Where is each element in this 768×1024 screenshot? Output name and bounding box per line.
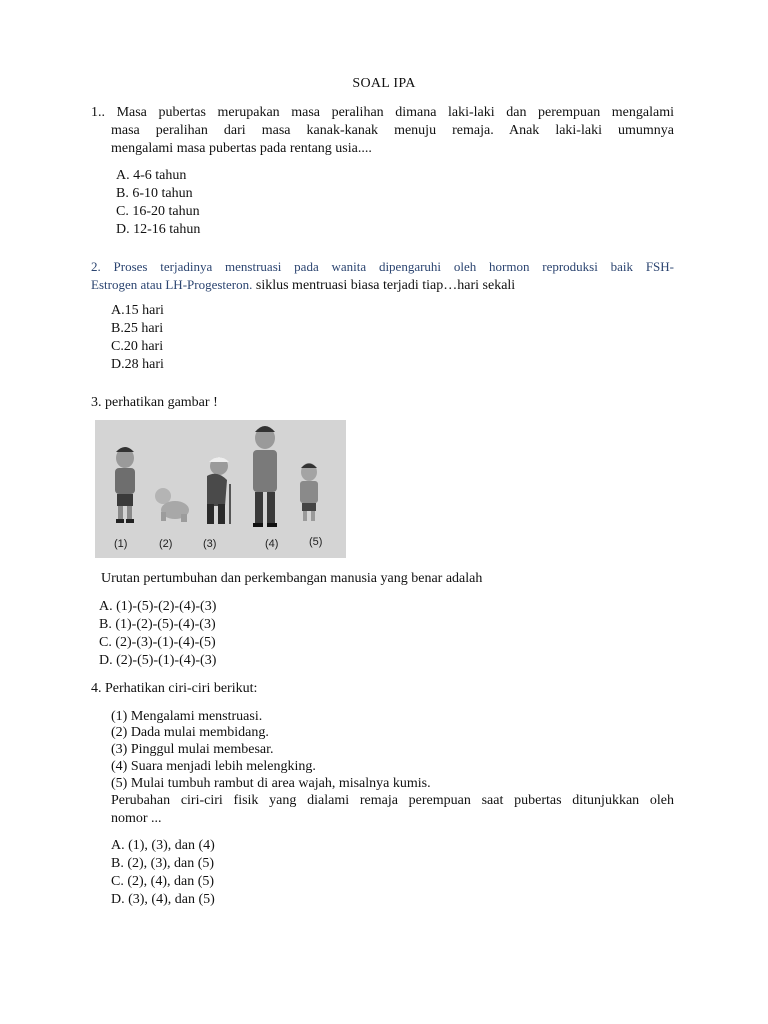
q4-option-c: C. (2), (4), dan (5): [111, 874, 215, 889]
q2-text-black: siklus mentruasi biasa terjadi tiap…hari sekali: [252, 278, 516, 293]
q4-option-a: A. (1), (3), dan (4): [111, 838, 215, 853]
q4-item-4: (4) Suara menjadi lebih melengking.: [111, 759, 316, 774]
figure-label-4: (4): [265, 538, 279, 550]
q2-option-b: B.25 hari: [111, 321, 164, 336]
q1-option-d: D. 12-16 tahun: [116, 222, 201, 237]
q4-option-b: B. (2), (3), dan (5): [111, 856, 215, 871]
q1-option-b: B. 6-10 tahun: [116, 186, 193, 201]
page-title: SOAL IPA: [352, 76, 416, 91]
q2-option-d: D.28 hari: [111, 357, 164, 372]
q2-option-c: C.20 hari: [111, 339, 164, 354]
growth-stages-illustration: [95, 420, 346, 558]
q2-option-a: A.15 hari: [111, 303, 164, 318]
q4-item-2: (2) Dada mulai membidang.: [111, 725, 269, 740]
q4-question-line1: Perubahan ciri-ciri fisik yang dialami remaja perempuan saat pubertas ditunjukkan oleh: [111, 793, 674, 808]
q3-option-b: B. (1)-(2)-(5)-(4)-(3): [99, 617, 216, 632]
q1-text-line2: masa peralihan dari masa kanak-kanak menuju remaja. Anak laki-laki umumnya: [111, 123, 674, 138]
q3-option-a: A. (1)-(5)-(2)-(4)-(3): [99, 599, 217, 614]
figure-label-3: (3): [203, 538, 217, 550]
q4-item-1: (1) Mengalami menstruasi.: [111, 709, 263, 724]
figure-label-1: (1): [114, 538, 128, 550]
q2-text-line2: [91, 276, 674, 295]
q3-option-c: C. (2)-(3)-(1)-(4)-(5): [99, 635, 216, 650]
q1-text-line3: mengalami masa pubertas pada rentang usia....: [111, 141, 372, 156]
q3-prompt: 3. perhatikan gambar !: [91, 395, 218, 410]
q3-option-d: D. (2)-(5)-(1)-(4)-(3): [99, 653, 217, 668]
q2-text-blue: Estrogen atau LH-Progesteron.: [91, 277, 253, 292]
q4-item-5: (5) Mulai tumbuh rambut di area wajah, misalnya kumis.: [111, 776, 431, 791]
q2-text-line1: 2. Proses terjadinya menstruasi pada wanita dipengaruhi oleh hormon reproduksi baik FSH-: [91, 259, 674, 274]
q1-option-c: C. 16-20 tahun: [116, 204, 200, 219]
q1-option-a: A. 4-6 tahun: [116, 168, 187, 183]
q4-prompt: 4. Perhatikan ciri-ciri berikut:: [91, 681, 258, 696]
figure-label-2: (2): [159, 538, 173, 550]
q1-text-line1: 1.. Masa pubertas merupakan masa peralihan dimana laki-laki dan perempuan mengalami: [91, 105, 674, 120]
q4-question-line2: nomor ...: [111, 811, 162, 826]
q4-item-3: (3) Pinggul mulai membesar.: [111, 742, 274, 757]
figure-label-5: (5): [309, 536, 323, 548]
q4-option-d: D. (3), (4), dan (5): [111, 892, 215, 907]
q3-question: Urutan pertumbuhan dan perkembangan manusia yang benar adalah: [101, 571, 483, 586]
